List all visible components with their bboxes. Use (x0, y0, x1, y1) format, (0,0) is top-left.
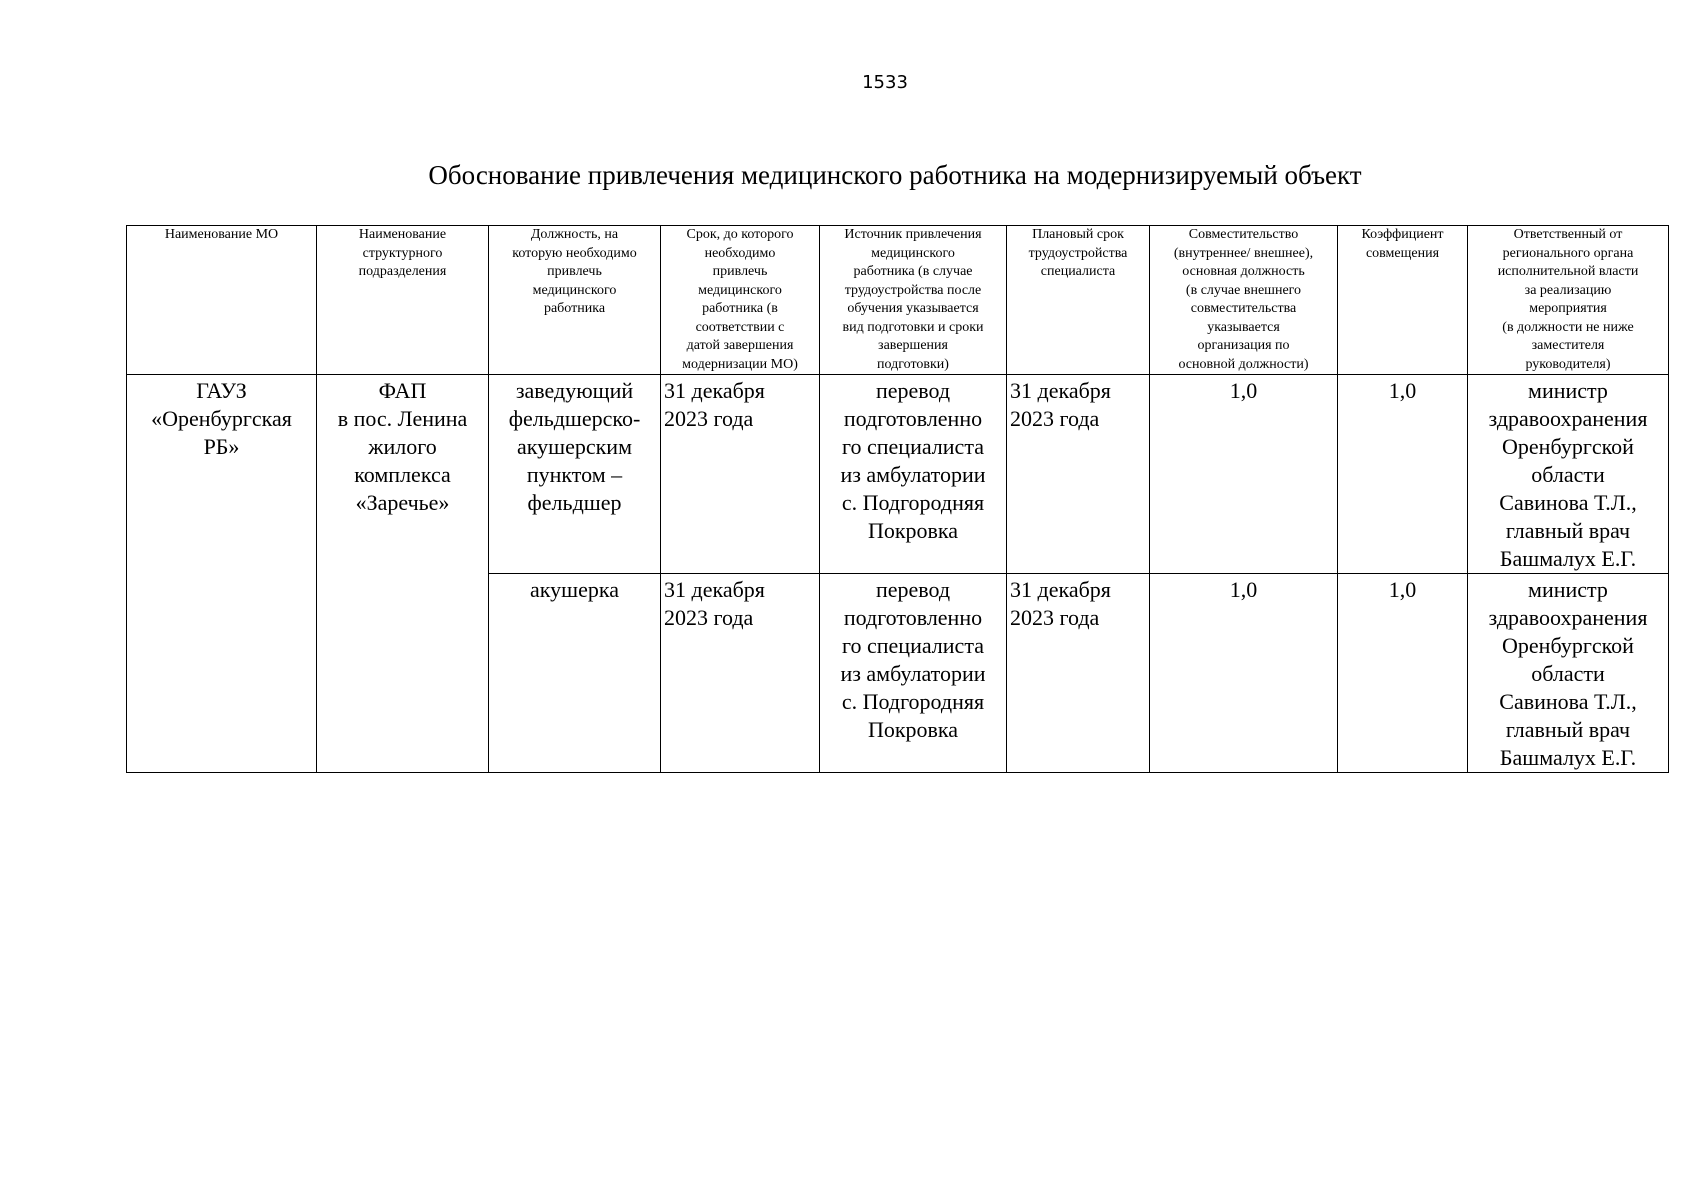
text-line: 2023 года (664, 406, 754, 431)
text-line: Савинова Т.Л., (1499, 689, 1637, 714)
text-line: области (1531, 462, 1605, 487)
header-combination (1150, 226, 1338, 375)
page-number: 1533 (862, 72, 908, 93)
text-line: специалиста (1040, 264, 1116, 279)
text-line: фельдшерско- (508, 406, 641, 431)
text-line: Башмалух Е.Г. (1499, 546, 1637, 571)
text-line: ФАП (378, 378, 427, 403)
text-line: Плановый срок (1032, 227, 1124, 242)
text-line: совместительства (1190, 301, 1297, 316)
text-line: (в должности не ниже (1502, 319, 1634, 335)
text-line: пунктом – (526, 462, 623, 487)
text-line: которую необходимо (512, 245, 637, 261)
text-line: мероприятия (1529, 301, 1607, 316)
text-line: совмещения (1365, 245, 1440, 261)
text-line: подготовленно (843, 605, 983, 630)
cell-responsible (1468, 574, 1669, 773)
table-row (127, 375, 1669, 574)
text-line: Наименование МО (164, 227, 279, 242)
cell-coefficient: 1,0 (1338, 375, 1468, 574)
text-line: трудоустройства после (844, 282, 982, 298)
text-line: министр (1528, 378, 1608, 403)
header-planned-date (1007, 226, 1150, 375)
text-line: 2023 года (1010, 406, 1100, 431)
text-line: Наименование (358, 227, 447, 242)
text-line: трудоустройства (1028, 245, 1128, 261)
text-line: «Заречье» (355, 490, 450, 515)
text-line: Оренбургской (1502, 434, 1634, 459)
text-line: привлечь (712, 264, 768, 279)
text-line: работника (543, 301, 606, 316)
header-mo-name (127, 226, 317, 375)
text-line: «Оренбургская (151, 406, 292, 431)
text-line: из амбулатории (840, 661, 986, 686)
header-unit-name (317, 226, 489, 375)
cell-source (820, 375, 1007, 574)
text-line: главный врач (1505, 717, 1631, 742)
text-line: перевод (875, 577, 951, 602)
cell-deadline (661, 375, 820, 574)
text-line: за реализацию (1524, 282, 1612, 298)
text-line: 31 декабря (1010, 378, 1111, 403)
text-line: го специалиста (842, 434, 984, 459)
text-line: руководителя) (1525, 356, 1611, 372)
cell-combination: 1,0 (1150, 375, 1338, 574)
document-title: Обоснование привлечения медицинского работника на модернизируемый объект (428, 160, 1362, 190)
cell-deadline (661, 574, 820, 773)
text-line: заместителя (1531, 338, 1605, 353)
text-line: го специалиста (842, 633, 984, 658)
text-line: с. Подгородняя (841, 689, 985, 714)
text-line: регионального органа (1502, 245, 1634, 261)
text-line: с. Подгородняя (841, 490, 985, 515)
text-line: 2023 года (1010, 605, 1100, 630)
text-line: модернизации МО) (682, 356, 798, 372)
text-line: обучения указывается (847, 301, 979, 316)
text-line: указывается (1207, 319, 1280, 335)
text-line: Савинова Т.Л., (1499, 490, 1637, 515)
text-line: акушерка (530, 577, 619, 602)
cell-responsible (1468, 375, 1669, 574)
cell-planned-date (1007, 375, 1150, 574)
text-line: исполнительной власти (1497, 264, 1639, 279)
text-line: Покровка (867, 518, 959, 543)
text-line: Оренбургской (1502, 633, 1634, 658)
cell-mo-name (127, 375, 317, 773)
text-line: комплекса (354, 462, 451, 487)
text-line: Башмалух Е.Г. (1499, 745, 1637, 770)
text-line: (внутреннее/ внешнее), (1173, 245, 1314, 261)
text-line: Срок, до которого (686, 227, 794, 242)
text-line: работника (в случае (853, 264, 973, 279)
text-line: подготовленно (843, 406, 983, 431)
text-line: ГАУЗ (196, 378, 247, 403)
text-line: акушерским (517, 434, 632, 459)
cell-unit-name (317, 375, 489, 773)
text-line: привлечь (547, 264, 602, 279)
text-line: жилого (368, 434, 437, 459)
text-line: здравоохранения (1488, 605, 1648, 630)
text-line: Покровка (867, 717, 959, 742)
text-line: (в случае внешнего (1185, 282, 1302, 298)
cell-coefficient: 1,0 (1338, 574, 1468, 773)
cell-combination: 1,0 (1150, 574, 1338, 773)
text-line: здравоохранения (1488, 406, 1648, 431)
text-line: датой завершения (686, 338, 794, 353)
text-line: подразделения (358, 264, 447, 279)
text-line: основная должность (1182, 264, 1305, 279)
justification-table (126, 225, 1669, 773)
text-line: Совместительство (1188, 227, 1299, 242)
text-line: Ответственный от (1513, 227, 1623, 242)
cell-position (489, 574, 661, 773)
text-line: Должность, на (530, 227, 619, 242)
text-line: организация по (1197, 338, 1290, 353)
text-line: 31 декабря (1010, 577, 1111, 602)
header-coefficient (1338, 226, 1468, 375)
text-line: главный врач (1505, 518, 1631, 543)
text-line: 31 декабря (664, 577, 765, 602)
header-position (489, 226, 661, 375)
text-line: Источник привлечения (844, 227, 982, 242)
text-line: необходимо (704, 245, 776, 261)
header-source (820, 226, 1007, 375)
text-line: министр (1528, 577, 1608, 602)
text-line: 2023 года (664, 605, 754, 630)
cell-position (489, 375, 661, 574)
text-line: структурного (362, 245, 443, 261)
text-line: РБ» (203, 434, 240, 459)
text-line: из амбулатории (840, 462, 986, 487)
header-row (127, 226, 1669, 375)
text-line: в пос. Ленина (337, 406, 468, 431)
text-line: работника (в (702, 301, 778, 316)
text-line: заведующий (515, 378, 634, 403)
text-line: соответствии с (695, 319, 785, 335)
text-line: области (1531, 661, 1605, 686)
header-deadline (661, 226, 820, 375)
text-line: 31 декабря (664, 378, 765, 403)
text-line: медицинского (871, 245, 955, 261)
text-line: медицинского (532, 282, 617, 298)
text-line: медицинского (698, 282, 782, 298)
text-line: подготовки) (877, 356, 949, 372)
text-line: завершения (878, 338, 948, 353)
cell-planned-date (1007, 574, 1150, 773)
text-line: основной должности) (1178, 356, 1309, 372)
text-line: перевод (875, 378, 951, 403)
cell-source (820, 574, 1007, 773)
header-responsible (1468, 226, 1669, 375)
text-line: Коэффициент (1361, 227, 1444, 242)
text-line: фельдшер (527, 490, 622, 515)
text-line: вид подготовки и сроки (842, 319, 984, 335)
